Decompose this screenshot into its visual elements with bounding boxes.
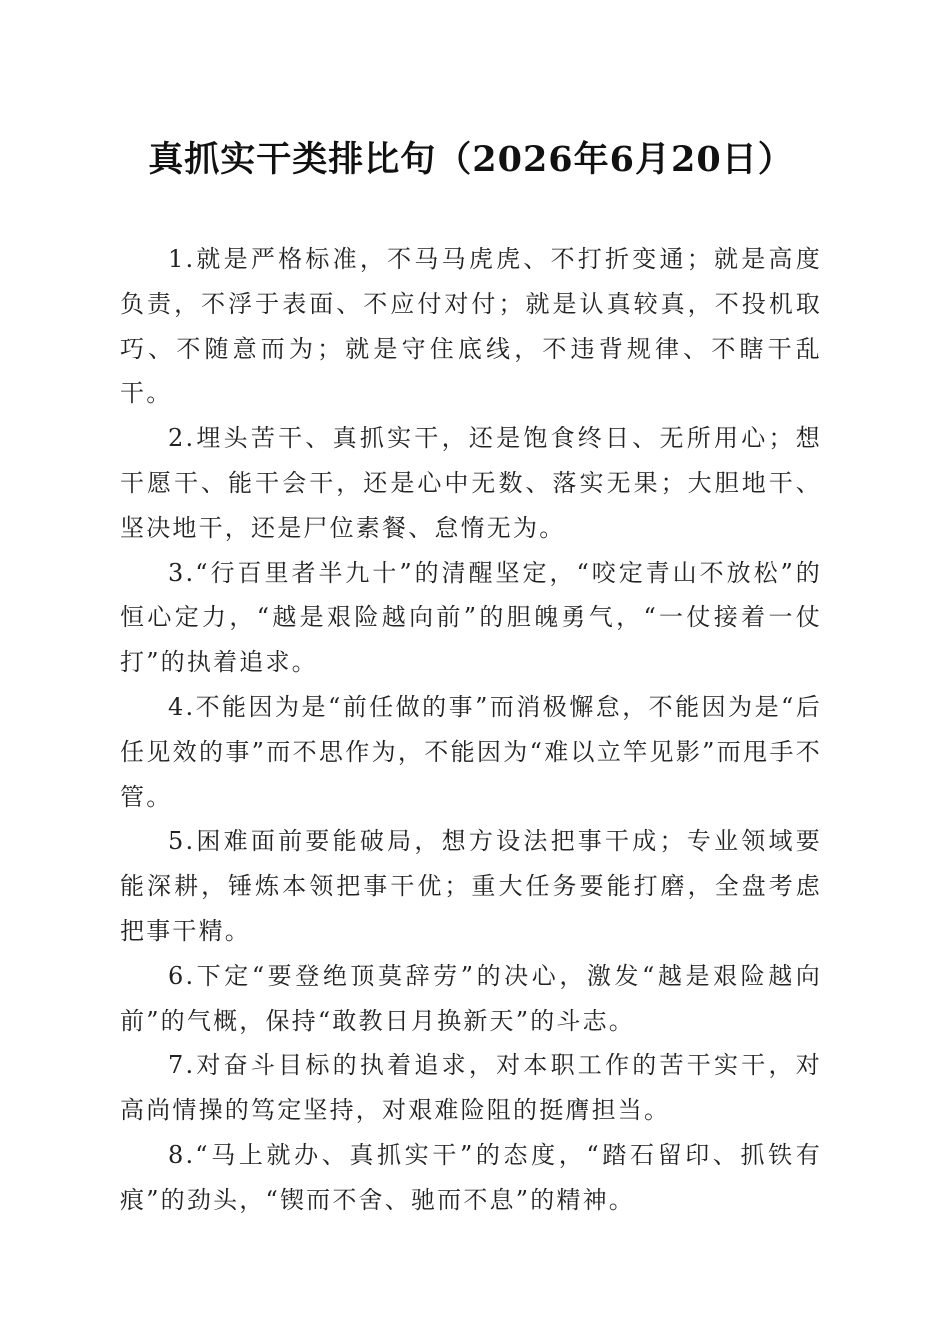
paragraph-1: 1.就是严格标准，不马马虎虎、不打折变通；就是高度负责，不浮于表面、不应付对付；就是认真较真，不投机取巧、不随意而为；就是守住底线，不违背规律、不瞎干乱干。 bbox=[120, 245, 822, 408]
paragraph-7: 7.对奋斗目标的执着追求，对本职工作的苦干实干，对高尚情操的笃定坚持，对艰难险阻的挺膺担当。 bbox=[120, 1051, 822, 1125]
paragraph-3: 3.“行百里者半九十”的清醒坚定，“咬定青山不放松”的恒心定力，“越是艰险越向前”的胆魄勇气，“一仗接着一仗打”的执着追求。 bbox=[120, 558, 822, 677]
paragraph-8: 8.“马上就办、真抓实干”的态度，“踏石留印、抓铁有痕”的劲头，“锲而不舍、驰而不息”的精神。 bbox=[120, 1140, 822, 1214]
paragraph-4: 4.不能因为是“前任做的事”而消极懈怠，不能因为是“后任见效的事”而不思作为，不能因为“难以立竿见影”而甩手不管。 bbox=[120, 692, 822, 811]
paragraph-2: 2.埋头苦干、真抓实干，还是饱食终日、无所用心；想干愿干、能干会干，还是心中无数、落实无果；大胆地干、坚决地干，还是尸位素餐、怠惰无为。 bbox=[120, 424, 822, 542]
paragraph-6: 6.下定“要登绝顶莫辞劳”的决心，激发“越是艰险越向前”的气概，保持“敢教日月换新天”的斗志。 bbox=[120, 961, 822, 1035]
document-title: 真抓实干类排比句（2026年6月20日） bbox=[148, 139, 794, 180]
paragraph-5: 5.困难面前要能破局，想方设法把事干成；专业领域要能深耕，锤炼本领把事干优；重大任务要能打磨，全盘考虑把事干精。 bbox=[120, 827, 822, 945]
